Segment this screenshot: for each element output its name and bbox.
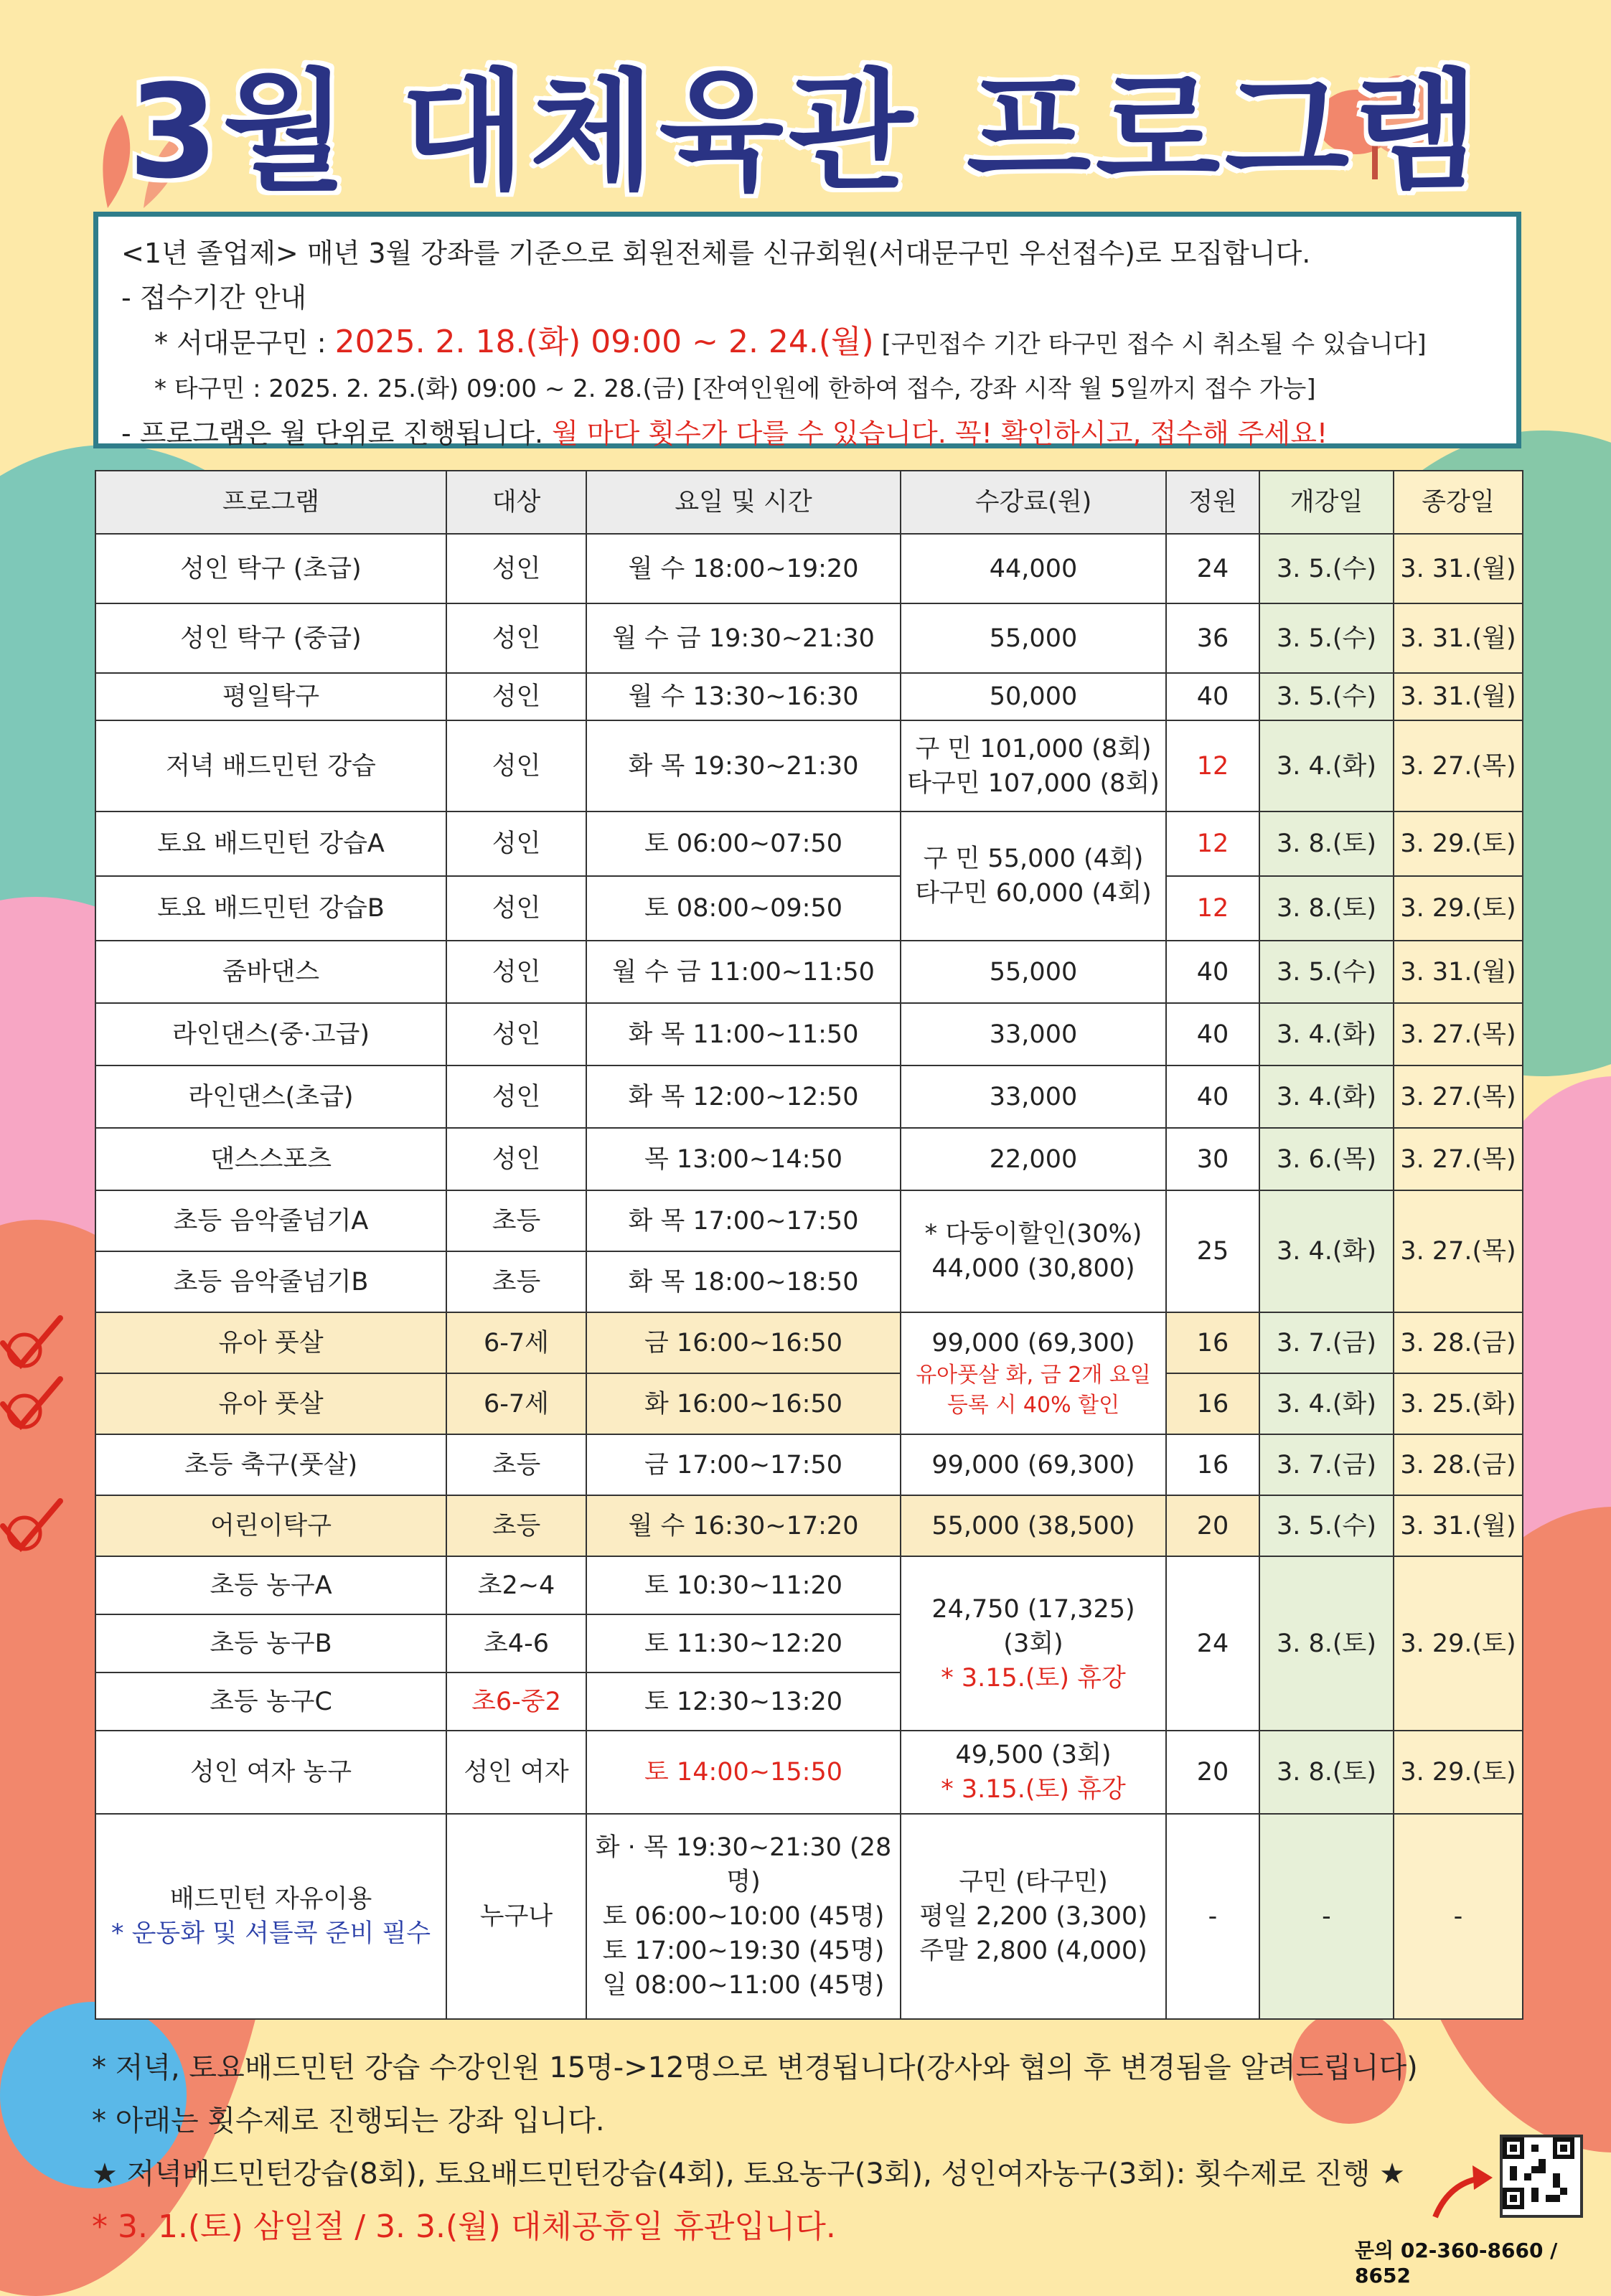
cell-capacity: 36 xyxy=(1166,603,1259,673)
footnote-4: * 3. 1.(토) 삼일절 / 3. 3.(월) 대체공휴일 휴관입니다. xyxy=(92,2208,836,2245)
cell-fee: 구 민 55,000 (4회) 타구민 60,000 (4회) xyxy=(901,811,1166,941)
cell-start: 3. 4.(화) xyxy=(1259,1190,1394,1312)
table-row xyxy=(95,1190,1523,1251)
cell-program: 초등 농구B xyxy=(95,1614,446,1672)
cell-target: 누구나 xyxy=(446,1814,586,2019)
cell-time: 월 수 금 11:00~11:50 xyxy=(586,941,901,1003)
cell-end: 3. 31.(월) xyxy=(1394,941,1523,1003)
check-mark-icon xyxy=(0,1314,67,1372)
cell-target: 성인 xyxy=(446,603,586,673)
cell-fee: 99,000 (69,300) xyxy=(901,1434,1166,1495)
cell-fee: 24,750 (17,325) (3회) * 3.15.(토) 휴강 xyxy=(901,1556,1166,1731)
cell-time: 토 11:30~12:20 xyxy=(586,1614,901,1672)
cell-target: 초등 xyxy=(446,1434,586,1495)
arrow-icon xyxy=(1428,2160,1500,2224)
table-row xyxy=(95,941,1523,1003)
cell-time: 화 목 17:00~17:50 xyxy=(586,1190,901,1251)
table-row xyxy=(95,1556,1523,1614)
cell-fee: * 다둥이할인(30%) 44,000 (30,800) xyxy=(901,1190,1166,1312)
table-row xyxy=(95,876,1523,941)
cell-start: - xyxy=(1259,1814,1394,2019)
check-mark-icon xyxy=(0,1497,67,1555)
cell-target: 초등 xyxy=(446,1251,586,1312)
cell-target: 성인 xyxy=(446,1003,586,1065)
cell-start: 3. 8.(토) xyxy=(1259,1556,1394,1731)
cell-capacity: 16 xyxy=(1166,1312,1259,1373)
cell-capacity: 25 xyxy=(1166,1190,1259,1312)
cell-start: 3. 8.(토) xyxy=(1259,1731,1394,1814)
cell-target: 성인 xyxy=(446,941,586,1003)
cell-capacity: 40 xyxy=(1166,941,1259,1003)
cell-fee: 구민 (타구민) 평일 2,200 (3,300) 주말 2,800 (4,000) xyxy=(901,1814,1166,2019)
cell-end: 3. 31.(월) xyxy=(1394,1495,1523,1556)
cell-end: 3. 31.(월) xyxy=(1394,603,1523,673)
cell-capacity: 24 xyxy=(1166,534,1259,603)
notice-line-3: * 서대문구민 : 2025. 2. 18.(화) 09:00 ~ 2. 24.(월) [구민접수 기간 타구민 접수 시 취소될 수 있습니다] xyxy=(154,324,1427,360)
cell-time: 금 17:00~17:50 xyxy=(586,1434,901,1495)
notice-line-4: * 타구민 : 2025. 2. 25.(화) 09:00 ~ 2. 28.(금) [잔여인원에 한하여 접수, 강좌 시작 월 5일까지 접수 가능] xyxy=(154,375,1316,403)
cell-end: 3. 27.(목) xyxy=(1394,720,1523,811)
table-row xyxy=(95,534,1523,603)
cell-program: 초등 음악줄넘기A xyxy=(95,1190,446,1251)
cell-end: 3. 29.(토) xyxy=(1394,876,1523,941)
cell-fee: 50,000 xyxy=(901,673,1166,720)
table-row xyxy=(95,720,1523,811)
cell-program: 줌바댄스 xyxy=(95,941,446,1003)
cell-time: 화 목 18:00~18:50 xyxy=(586,1251,901,1312)
cell-capacity: 16 xyxy=(1166,1434,1259,1495)
notice-box xyxy=(93,212,1521,448)
footnote-2: * 아래는 횟수제로 진행되는 강좌 입니다. xyxy=(92,2104,605,2137)
cell-target: 성인 xyxy=(446,673,586,720)
cell-program: 라인댄스(중·고급) xyxy=(95,1003,446,1065)
cell-end: 3. 28.(금) xyxy=(1394,1434,1523,1495)
cell-end: 3. 29.(토) xyxy=(1394,811,1523,876)
cell-time: 금 16:00~16:50 xyxy=(586,1312,901,1373)
cell-fee: 55,000 (38,500) xyxy=(901,1495,1166,1556)
table-row xyxy=(95,1373,1523,1434)
cell-end: 3. 31.(월) xyxy=(1394,534,1523,603)
cell-capacity: 24 xyxy=(1166,1556,1259,1731)
table-header-row xyxy=(95,471,1523,534)
cell-start: 3. 4.(화) xyxy=(1259,1373,1394,1434)
cell-start: 3. 8.(토) xyxy=(1259,811,1394,876)
cell-start: 3. 7.(금) xyxy=(1259,1312,1394,1373)
cell-start: 3. 7.(금) xyxy=(1259,1434,1394,1495)
cell-start: 3. 6.(목) xyxy=(1259,1128,1394,1190)
header-start: 개강일 xyxy=(1259,471,1394,534)
cell-program: 유아 풋살 xyxy=(95,1373,446,1434)
header-end: 종강일 xyxy=(1394,471,1523,534)
cell-capacity: 20 xyxy=(1166,1731,1259,1814)
cell-program: 토요 배드민턴 강습B xyxy=(95,876,446,941)
table-row xyxy=(95,1495,1523,1556)
cell-capacity: 40 xyxy=(1166,1065,1259,1128)
cell-end: 3. 31.(월) xyxy=(1394,673,1523,720)
table-row xyxy=(95,1814,1523,2019)
cell-target: 성인 xyxy=(446,1065,586,1128)
cell-program: 어린이탁구 xyxy=(95,1495,446,1556)
cell-time: 월 수 18:00~19:20 xyxy=(586,534,901,603)
cell-start: 3. 4.(화) xyxy=(1259,1065,1394,1128)
cell-target: 성인 xyxy=(446,1128,586,1190)
cell-fee: 49,500 (3회) * 3.15.(토) 휴강 xyxy=(901,1731,1166,1814)
cell-capacity: 12 xyxy=(1166,876,1259,941)
cell-end: 3. 27.(목) xyxy=(1394,1065,1523,1128)
cell-program: 성인 탁구 (초급) xyxy=(95,534,446,603)
cell-end: 3. 27.(목) xyxy=(1394,1128,1523,1190)
header-time: 요일 및 시간 xyxy=(586,471,901,534)
cell-capacity: 12 xyxy=(1166,811,1259,876)
cell-end: 3. 27.(목) xyxy=(1394,1190,1523,1312)
cell-program: 초등 농구C xyxy=(95,1672,446,1731)
program-table xyxy=(95,470,1523,2020)
cell-time: 화 목 11:00~11:50 xyxy=(586,1003,901,1065)
cell-program: 배드민턴 자유이용 * 운동화 및 셔틀콕 준비 필수 xyxy=(95,1814,446,2019)
cell-time: 월 수 16:30~17:20 xyxy=(586,1495,901,1556)
cell-fee: 55,000 xyxy=(901,603,1166,673)
cell-time: 목 13:00~14:50 xyxy=(586,1128,901,1190)
cell-end: 3. 25.(화) xyxy=(1394,1373,1523,1434)
cell-capacity: 40 xyxy=(1166,673,1259,720)
notice-line-5: - 프로그램은 월 단위로 진행됩니다. 월 마다 횟수가 다를 수 있습니다. 꼭! 확인하시고, 접수해 주세요! xyxy=(121,418,1328,449)
cell-program: 유아 풋살 xyxy=(95,1312,446,1373)
header-target: 대상 xyxy=(446,471,586,534)
table-row xyxy=(95,673,1523,720)
cell-time: 화 목 12:00~12:50 xyxy=(586,1065,901,1128)
cell-target: 초2~4 xyxy=(446,1556,586,1614)
cell-end: 3. 29.(토) xyxy=(1394,1731,1523,1814)
table-row xyxy=(95,1065,1523,1128)
cell-target: 성인 xyxy=(446,876,586,941)
cell-target: 초6-중2 xyxy=(446,1672,586,1731)
table-row xyxy=(95,1312,1523,1373)
cell-time: 화 목 19:30~21:30 xyxy=(586,720,901,811)
cell-start: 3. 4.(화) xyxy=(1259,720,1394,811)
cell-capacity: 40 xyxy=(1166,1003,1259,1065)
cell-capacity: 16 xyxy=(1166,1373,1259,1434)
cell-start: 3. 5.(수) xyxy=(1259,1495,1394,1556)
table-row xyxy=(95,811,1523,876)
cell-start: 3. 5.(수) xyxy=(1259,534,1394,603)
cell-start: 3. 5.(수) xyxy=(1259,673,1394,720)
cell-target: 6-7세 xyxy=(446,1312,586,1373)
cell-fee: 33,000 xyxy=(901,1065,1166,1128)
cell-program: 성인 여자 농구 xyxy=(95,1731,446,1814)
footnotes xyxy=(92,2041,1455,2254)
cell-start: 3. 4.(화) xyxy=(1259,1003,1394,1065)
cell-program: 평일탁구 xyxy=(95,673,446,720)
page-title: 3월 대체육관 프로그램 xyxy=(128,57,1483,207)
table-row xyxy=(95,603,1523,673)
cell-start: 3. 8.(토) xyxy=(1259,876,1394,941)
cell-target: 성인 xyxy=(446,720,586,811)
cell-end: - xyxy=(1394,1814,1523,2019)
cell-program: 저녁 배드민턴 강습 xyxy=(95,720,446,811)
cell-capacity: 30 xyxy=(1166,1128,1259,1190)
cell-fee: 99,000 (69,300) 유아풋살 화, 금 2개 요일 등록 시 40% 할인 xyxy=(901,1312,1166,1434)
cell-time: 토 08:00~09:50 xyxy=(586,876,901,941)
notice-line-1: <1년 졸업제> 매년 3월 강좌를 기준으로 회원전체를 신규회원(서대문구민 우선접수)로 모집합니다. xyxy=(121,237,1311,269)
check-mark-icon xyxy=(0,1375,67,1433)
cell-capacity: - xyxy=(1166,1814,1259,2019)
cell-target: 성인 xyxy=(446,811,586,876)
contact-info: 문의 02-360-8660 / 8652 xyxy=(1355,2239,1558,2287)
header-program: 프로그램 xyxy=(95,471,446,534)
cell-time: 화 · 목 19:30~21:30 (28명) 토 06:00~10:00 (45명) 토 17:00~19:30 (45명) 일 08:00~11:00 (45명) xyxy=(586,1814,901,2019)
table-row xyxy=(95,1434,1523,1495)
cell-target: 성인 여자 xyxy=(446,1731,586,1814)
cell-time: 토 12:30~13:20 xyxy=(586,1672,901,1731)
cell-capacity: 12 xyxy=(1166,720,1259,811)
cell-fee: 44,000 xyxy=(901,534,1166,603)
footnote-1: * 저녁, 토요배드민턴 강습 수강인원 15명->12명으로 변경됩니다(강사와 협의 후 변경됨을 알려드립니다) xyxy=(92,2051,1418,2084)
cell-program: 라인댄스(초급) xyxy=(95,1065,446,1128)
qr-code[interactable] xyxy=(1500,2135,1583,2218)
cell-end: 3. 28.(금) xyxy=(1394,1312,1523,1373)
cell-fee: 55,000 xyxy=(901,941,1166,1003)
header-fee: 수강료(원) xyxy=(901,471,1166,534)
table-row xyxy=(95,1128,1523,1190)
footnote-3: ★ 저녁배드민턴강습(8회), 토요배드민턴강습(4회), 토요농구(3회), 성인여자농구(3회): 횟수제로 진행 ★ xyxy=(92,2158,1406,2191)
cell-program: 초등 농구A xyxy=(95,1556,446,1614)
cell-time: 화 16:00~16:50 xyxy=(586,1373,901,1434)
cell-time: 토 06:00~07:50 xyxy=(586,811,901,876)
cell-program: 초등 축구(풋살) xyxy=(95,1434,446,1495)
cell-program: 토요 배드민턴 강습A xyxy=(95,811,446,876)
table-row xyxy=(95,1003,1523,1065)
cell-program: 초등 음악줄넘기B xyxy=(95,1251,446,1312)
cell-time: 토 14:00~15:50 xyxy=(586,1731,901,1814)
cell-start: 3. 5.(수) xyxy=(1259,941,1394,1003)
cell-target: 초4-6 xyxy=(446,1614,586,1672)
cell-time: 토 10:30~11:20 xyxy=(586,1556,901,1614)
cell-time: 월 수 금 19:30~21:30 xyxy=(586,603,901,673)
cell-end: 3. 27.(목) xyxy=(1394,1003,1523,1065)
cell-start: 3. 5.(수) xyxy=(1259,603,1394,673)
cell-time: 월 수 13:30~16:30 xyxy=(586,673,901,720)
cell-fee: 22,000 xyxy=(901,1128,1166,1190)
cell-program: 댄스스포츠 xyxy=(95,1128,446,1190)
cell-target: 초등 xyxy=(446,1495,586,1556)
cell-capacity: 20 xyxy=(1166,1495,1259,1556)
notice-line-2: - 접수기간 안내 xyxy=(121,282,307,314)
cell-fee: 구 민 101,000 (8회) 타구민 107,000 (8회) xyxy=(901,720,1166,811)
cell-program: 성인 탁구 (중급) xyxy=(95,603,446,673)
cell-target: 초등 xyxy=(446,1190,586,1251)
cell-end: 3. 29.(토) xyxy=(1394,1556,1523,1731)
table-row xyxy=(95,1731,1523,1814)
header-capacity: 정원 xyxy=(1166,471,1259,534)
cell-target: 6-7세 xyxy=(446,1373,586,1434)
cell-target: 성인 xyxy=(446,534,586,603)
cell-fee: 33,000 xyxy=(901,1003,1166,1065)
